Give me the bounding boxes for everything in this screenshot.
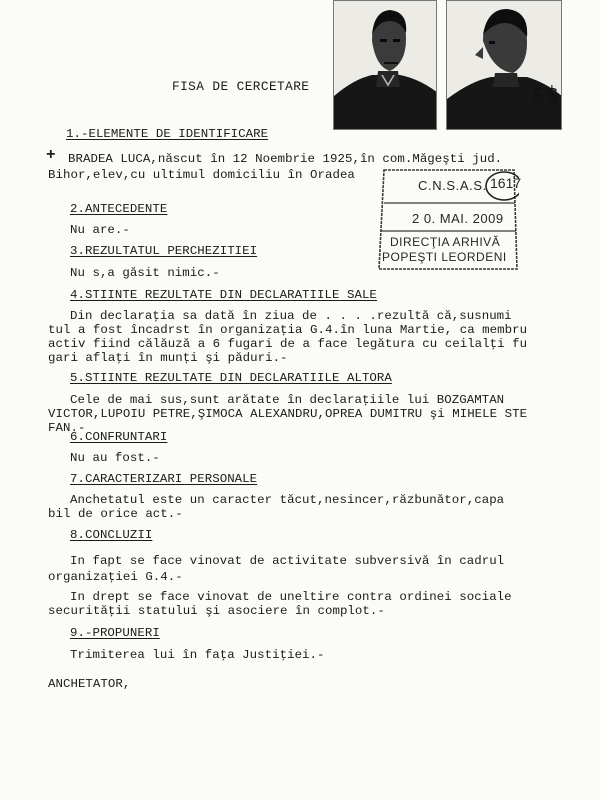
document-title: FISA DE CERCETARE: [172, 79, 310, 94]
photo-front: [333, 0, 437, 130]
section-8-line-3: In drept se face vinovat de uneltire contra ordinei sociale: [70, 590, 512, 604]
section-1-heading: 1.-ELEMENTE DE IDENTIFICARE: [66, 127, 269, 141]
section-3-heading: 3.REZULTATUL PERCHEZITIEI: [70, 244, 258, 258]
section-5-line-1: Cele de mai sus,sunt arătate în declaraţiile lui BOZGAMTAN: [70, 393, 505, 407]
photo-profile: [446, 0, 562, 130]
section-6-heading: 6.CONFRUNTARI: [70, 430, 168, 444]
section-9-text: Trimiterea lui în faţa Justiţiei.-: [70, 648, 325, 662]
section-8-line-4: securităţii statului şi asociere în complot.-: [48, 604, 385, 618]
stamp-date: 2 0. MAI. 2009: [412, 211, 504, 226]
stamp-org: C.N.S.A.S.: [418, 178, 487, 193]
section-6-text: Nu au fost.-: [70, 451, 160, 465]
section-8-heading: 8.CONCLUZII: [70, 528, 153, 542]
archive-stamp: [376, 168, 522, 271]
stamp-line-1: DIRECŢIA ARHIVĂ: [390, 235, 501, 249]
section-2-heading: 2.ANTECEDENTE: [70, 202, 168, 216]
section-4-heading: 4.STIINTE REZULTATE DIN DECLARATIILE SALE: [70, 288, 377, 302]
section-1-line-2: Bihor,elev,cu ultimul domiciliu în Oradea: [48, 168, 355, 182]
section-7-line-1: Anchetatul este un caracter tăcut,nesincer,răzbunător,capa: [70, 493, 505, 507]
section-5-line-3: FAN.-: [48, 421, 86, 435]
signature-label: ANCHETATOR,: [48, 677, 131, 691]
section-4-line-1: Din declaraţia sa dată în ziua de . . . .rezultă că,susnumi: [70, 309, 512, 323]
photo-mark: $$: [531, 83, 559, 108]
section-8-line-2: organizaţiei G.4.-: [48, 570, 183, 584]
section-1-cross-mark: +: [46, 146, 56, 164]
section-5-line-2: VICTOR,LUPOIU PETRE,ŞIMOCA ALEXANDRU,OPREA DUMITRU şi MIHELE STE: [48, 407, 528, 421]
section-5-heading: 5.STIINTE REZULTATE DIN DECLARATIILE ALTORA: [70, 371, 392, 385]
stamp-number: 1617: [490, 175, 522, 191]
section-4-line-2: tul a fost încadrst în organizaţia G.4.în luna Martie, ca membru: [48, 323, 528, 337]
stamp-line-2: POPEŞTI LEORDENI: [382, 250, 507, 264]
section-2-text: Nu are.-: [70, 223, 130, 237]
section-7-line-2: bil de orice act.-: [48, 507, 183, 521]
section-3-text: Nu s,a găsit nimic.-: [70, 266, 220, 280]
section-9-heading: 9.-PROPUNERI: [70, 626, 160, 640]
section-4-line-3: activ fiind călăuză a 6 fugari de a face legătura cu ceilalţi fu: [48, 337, 528, 351]
section-4-line-4: gari aflaţi în munţi şi păduri.-: [48, 351, 288, 365]
section-7-heading: 7.CARACTERIZARI PERSONALE: [70, 472, 258, 486]
section-8-line-1: In fapt se face vinovat de activitate subversivă în cadrul: [70, 554, 505, 568]
section-1-line-1: BRADEA LUCA,născut în 12 Noembrie 1925,în com.Măgeşti jud.: [68, 152, 503, 166]
